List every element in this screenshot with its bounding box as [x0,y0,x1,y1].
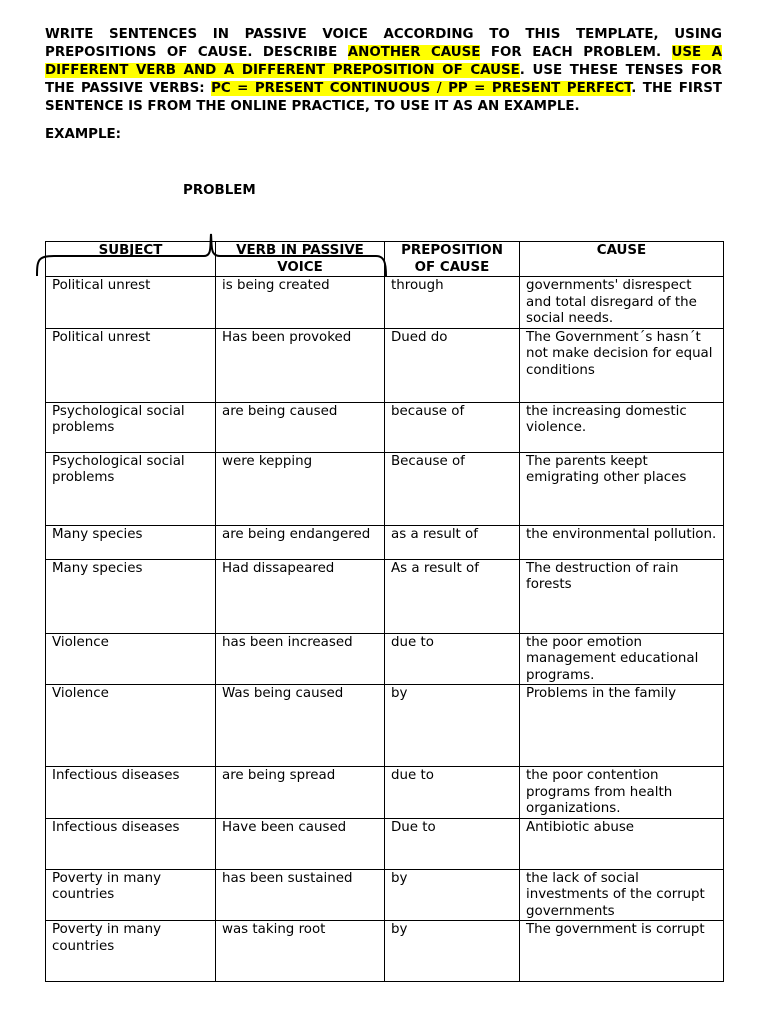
cell-cause: The Government´s hasn´t not make decision for equal conditions [520,328,724,402]
cell-subject: Political unrest [46,328,216,402]
cell-preposition: as a result of [385,525,520,559]
cell-subject: Infectious diseases [46,818,216,869]
cell-subject: Infectious diseases [46,767,216,819]
cell-subject: Psychological social problems [46,452,216,525]
instructions-text-4: . THE FIRST SENTENCE IS FROM THE ONLINE PRACTICE, TO USE IT AS AN EXAMPLE. [45,81,722,114]
cell-verb: were kepping [216,452,385,525]
cell-preposition: Due to [385,818,520,869]
cell-verb: are being spread [216,767,385,819]
cell-subject: Violence [46,685,216,767]
cell-verb: Has been provoked [216,328,385,402]
cell-cause: the increasing domestic violence. [520,402,724,452]
table-row [46,452,724,525]
cell-cause: The parents keept emigrating other places [520,452,724,525]
cell-verb: has been sustained [216,869,385,921]
cell-cause: the poor contention programs from health organizations. [520,767,724,819]
problem-label: PROBLEM [183,183,256,198]
cell-preposition: because of [385,402,520,452]
table-row [46,633,724,685]
cell-verb: Have been caused [216,818,385,869]
cell-cause: governments' disrespect and total disregard of the social needs. [520,277,724,329]
table-row [46,869,724,921]
cell-cause: The destruction of rain forests [520,559,724,633]
cell-preposition: by [385,921,520,982]
header-cause: CAUSE [520,242,724,277]
cell-verb: are being caused [216,402,385,452]
header-preposition: PREPOSITION OF CAUSE [385,242,520,277]
highlight-tenses: PC = PRESENT CONTINUOUS / PP = PRESENT PERFECT [211,81,632,96]
cell-preposition: due to [385,633,520,685]
cell-subject: Poverty in many countries [46,921,216,982]
passive-voice-table [45,241,724,982]
cell-preposition: through [385,277,520,329]
cell-cause: Problems in the family [520,685,724,767]
cell-verb: Had dissapeared [216,559,385,633]
cell-preposition: due to [385,767,520,819]
highlight-another-cause: ANOTHER CAUSE [347,45,481,60]
cell-verb: has been increased [216,633,385,685]
table-row [46,921,724,982]
cell-preposition: Because of [385,452,520,525]
cell-cause: Antibiotic abuse [520,818,724,869]
instructions-text-1: WRITE SENTENCES IN PASSIVE VOICE ACCORDING TO THIS TEMPLATE, USING PREPOSITIONS OF CAUSE. DESCRIBE [45,27,722,60]
cell-subject: Political unrest [46,277,216,329]
cell-preposition: Dued do [385,328,520,402]
table-row [46,328,724,402]
table-row [46,685,724,767]
cell-verb: are being endangered [216,525,385,559]
header-subject: SUBJECT [46,242,216,277]
cell-subject: Psychological social problems [46,402,216,452]
cell-subject: Poverty in many countries [46,869,216,921]
cell-cause: the lack of social investments of the corrupt governments [520,869,724,921]
cell-subject: Many species [46,559,216,633]
table-row [46,559,724,633]
instructions-paragraph [45,26,722,116]
cell-preposition: As a result of [385,559,520,633]
instructions-text-2: FOR EACH PROBLEM. [480,45,672,60]
cell-cause: the environmental pollution. [520,525,724,559]
cell-verb: is being created [216,277,385,329]
cell-verb: was taking root [216,921,385,982]
instructions-text-3: . USE THESE TENSES FOR THE PASSIVE VERBS: [45,63,722,96]
highlight-different-verb: USE A DIFFERENT VERB AND A DIFFERENT PREPOSITION OF CAUSE [45,45,722,78]
cell-preposition: by [385,869,520,921]
table-row [46,277,724,329]
cell-subject: Violence [46,633,216,685]
table-row [46,402,724,452]
cell-cause: The government is corrupt [520,921,724,982]
cell-verb: Was being caused [216,685,385,767]
table-header-row [46,242,724,277]
example-label: EXAMPLE: [45,127,122,142]
cell-cause: the poor emotion management educational programs. [520,633,724,685]
table-row [46,818,724,869]
header-verb: VERB IN PASSIVE VOICE [216,242,385,277]
table-row [46,525,724,559]
table-row [46,767,724,819]
cell-subject: Many species [46,525,216,559]
cell-preposition: by [385,685,520,767]
